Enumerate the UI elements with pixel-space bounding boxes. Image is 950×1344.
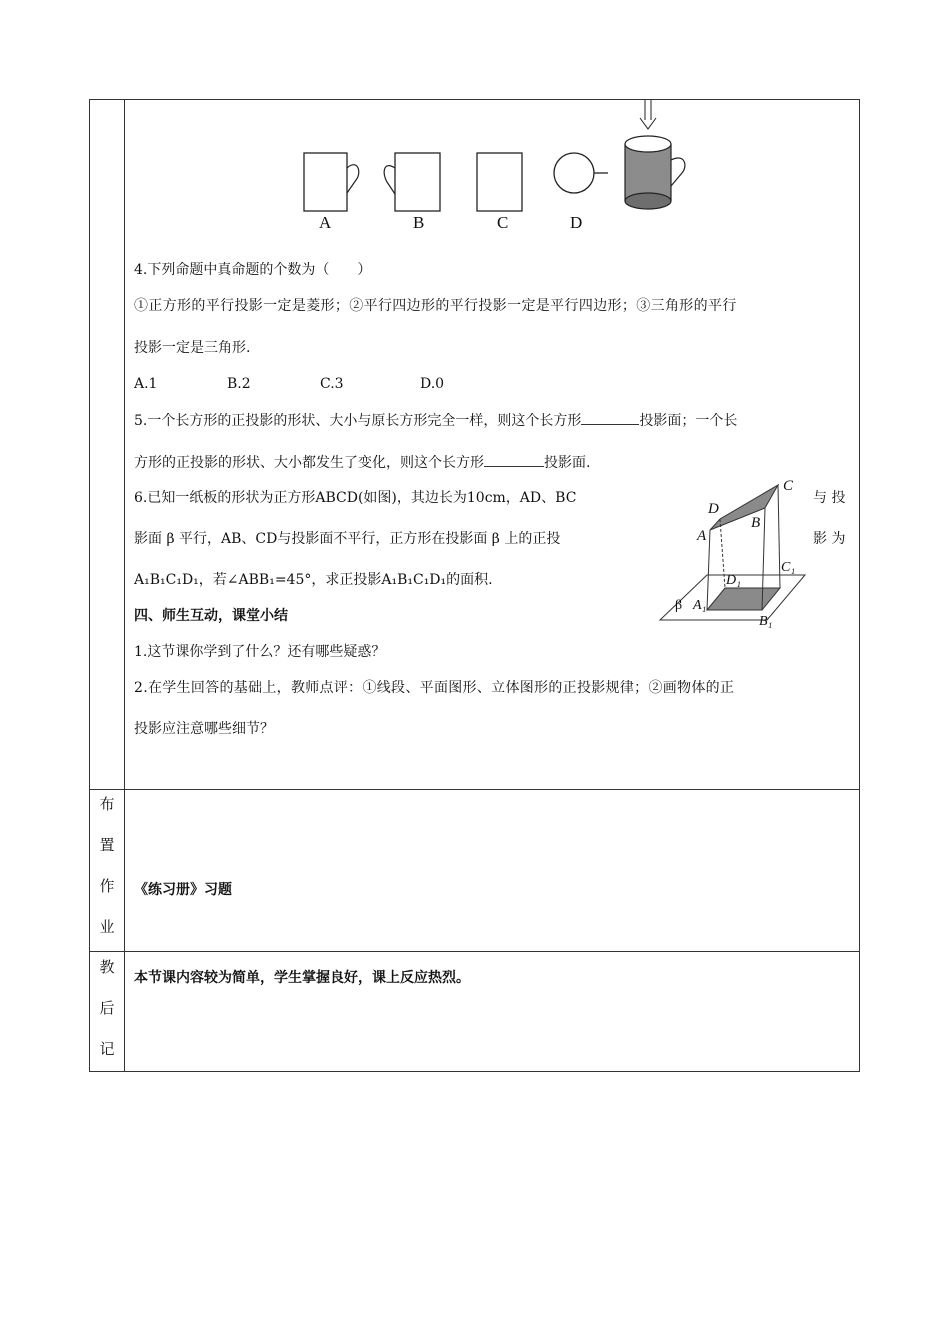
q6-line3: A₁B₁C₁D₁，若∠ABB₁=45°，求正投影A₁B₁C₁D₁的面积.: [134, 572, 493, 588]
q6-line1-right: 与 投: [813, 490, 846, 506]
section4-item2-line2: 投影应注意哪些细节？: [134, 721, 274, 737]
q6-line2-left: 影面 β 平行，AB、CD与投影面不平行，正方形在投影面 β 上的正投: [134, 531, 561, 547]
q4-stem: 4.下列命题中真命题的个数为（ ）: [134, 262, 372, 278]
q5-line2: [134, 452, 590, 473]
section4-title: 四、师生互动，课堂小结: [134, 608, 288, 624]
label-beta: β: [675, 598, 683, 613]
reflection-side-char-1: 教: [99, 958, 115, 976]
homework-content: 《练习册》习题: [134, 882, 232, 898]
mug-label-a: A: [319, 213, 332, 232]
reflection-side-char-3: 记: [99, 1040, 115, 1058]
q4-option-b: B.2: [227, 376, 251, 392]
q6-line1-left: 6.已知一纸板的形状为正方形ABCD(如图)，其边长为10cm，AD、BC: [134, 490, 577, 506]
reflection-side-char-2: 后: [99, 999, 115, 1017]
q4-option-d: D.0: [420, 376, 445, 392]
mug-label-b: B: [413, 213, 425, 232]
q5-line1: [134, 410, 737, 431]
label-a1: A₁: [693, 598, 707, 613]
reflection-content: 本节课内容较为简单，学生掌握良好，课上反应热烈。: [134, 970, 470, 986]
q5-line2-b: 投影面.: [544, 455, 591, 471]
section4-item1: 1.这节课你学到了什么？还有哪些疑惑？: [134, 644, 386, 660]
q5-line1-a: 5.一个长方形的正投影的形状、大小与原长方形完全一样，则这个长方形: [134, 413, 582, 429]
q4-option-c: C.3: [320, 376, 344, 392]
label-b1: B₁: [759, 614, 773, 629]
homework-side-char-1: 布: [99, 795, 115, 813]
mug-label-d: D: [570, 213, 583, 232]
homework-side-char-4: 业: [99, 918, 115, 936]
homework-side-char-3: 作: [99, 877, 115, 895]
q4-line1-text: ①正方形的平行投影一定是菱形；②平行四边形的平行投影一定是平行四边形；③三角形的平行: [134, 298, 737, 314]
q4-option-a: A.1: [134, 376, 158, 392]
label-c: C: [783, 478, 794, 494]
q6-line2-right: 影 为: [813, 531, 846, 547]
section4-item2-line1: [134, 678, 850, 698]
label-d: D: [708, 501, 719, 517]
mug-views-figure: [290, 98, 700, 238]
q5-line1-b: 投影面；一个长: [639, 413, 738, 429]
q5-blank-1: [581, 410, 639, 425]
row-divider-reflection: [89, 951, 860, 952]
label-d1: D₁: [726, 573, 741, 588]
label-a: A: [697, 528, 707, 544]
section4-item2-line1-text: 2.在学生回答的基础上，教师点评：①线段、平面图形、立体图形的正投影规律；②画物体的正: [134, 680, 735, 696]
q4-line2: 投影一定是三角形.: [134, 340, 251, 356]
q4-line1: [134, 296, 850, 316]
q5-blank-2: [484, 452, 544, 467]
square-projection-figure: [655, 475, 855, 635]
row-divider-homework: [89, 789, 860, 790]
column-divider: [124, 99, 125, 1072]
label-c1: C₁: [781, 560, 796, 575]
label-b: B: [751, 515, 761, 531]
homework-side-char-2: 置: [99, 836, 115, 854]
q5-line2-a: 方形的正投影的形状、大小都发生了变化，则这个长方形: [134, 455, 484, 471]
mug-label-c: C: [497, 213, 509, 232]
